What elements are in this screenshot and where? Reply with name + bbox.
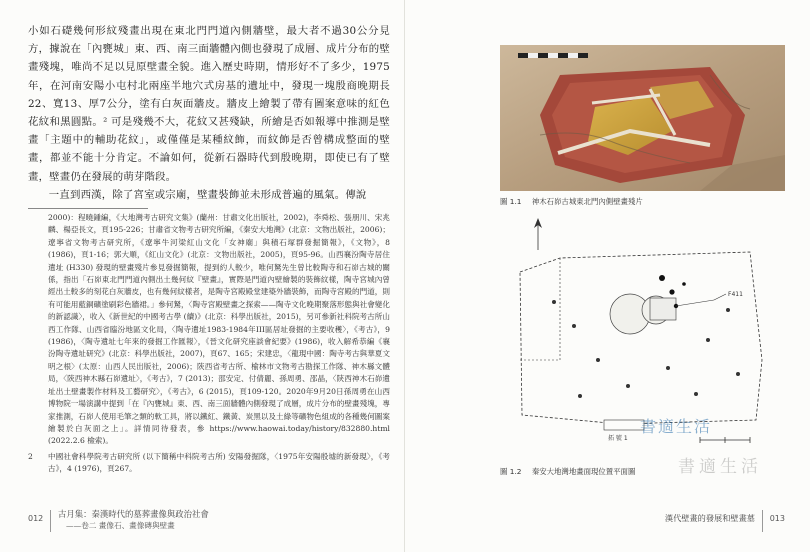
plan-label-1: F411	[728, 291, 743, 298]
footnote-number: 2	[28, 451, 33, 461]
footer-divider	[50, 510, 51, 532]
watermark-faint: 書適生活	[678, 457, 762, 477]
body-text	[28, 22, 390, 204]
running-title-left: 古月集：秦漢時代的墓葬畫像與政治社會	[58, 509, 209, 519]
watermark: 書適生活	[640, 417, 713, 436]
footnote-number	[28, 212, 48, 448]
running-title-right: 漢代壁畫的發展和壁畫墓	[664, 513, 755, 523]
footnote-text: 2000)：程曉鍾編，《大地灣考古研究文集》(蘭州：甘肅文化出版社，2002)，李舜松、張朋川、宋兆麟、楊亞長文，頁195-226；甘肅省文物考古研究所編，《秦安大地灣》(北京：文物出版社，2006)；遼寧省文物考古研究所，《遼寧牛河梁紅山文化「女神廟」與積石塚群發掘簡報》，《文物》，8 (1986)，頁1-16；郭大順，《紅山文化》(北京：文物出版社，2005)，頁95-96。山西襄汾陶寺居住遺址 (H330) 發現的壁畫殘片參見發掘簡報，提到約人較少，唯何駑先生曾比較陶寺和石峁古城的關係，指出「石峁東北門門道內側出土幾何紋『壁畫』，實際是門道內壁繪製的裝飾紋樣，陶寺宮城內曾經出土較多的刻花白灰牆皮，也有幾何紋樣者，是陶寺宮殿殿堂建築外牆裝飾，而陶寺宮殿的門道，則有可能用藍銅礦塗刷彩色牆裙。」參何駑，〈陶寺宮殿壁畫之探索——陶寺文化晚期聚落形態與社會變化的新認識〉，收入《新世紀的中國考古學 (續)》(北京：科學出版社，2015)，另可參新社科院考古所山西工作隊、山西省臨汾地區文化局，〈陶寺遺址1983-1984年III區居址發掘的主要收穫〉，《考古》，9 (1986)，〈陶寺遺址七年來的發掘工作匯報〉，《晉文化研究座談會紀要》(1986)，收入解希恭編《襄汾陶寺遺址研究》(北京：科學出版社，2007)，頁67、165；宋建忠，〈龍現中國：陶寺考古與華夏文明之根〉(太原：山西人民出版社，2006)；陝西省考古所、榆林市文物考古勘探工作隊、神木縣文體局，〈陝西神木縣石峁遺址〉，《考古》，7 (2013)；邵安定、付倩麗、孫周勇、邵晶，〈陝西神木石峁遺址出土壁畫製作材料及工藝研究〉，《考古》，6 (2015)，頁109-120。2020年9月20日孫周勇在山西博物院一場演講中提到「在『內甕城』東、西、南三面牆體內側發現了成層，成片分布的壁畫殘塊，專家推測，石峁人使用毛筆之類的軟工具，將以鐵紅、鐵黃、炭黑以及土綠等礦物色組成的各種幾何圖案繪製於白灰面之上」。詳情同待發表，參 https://www.haowai.today/history/832880.html (2022.2.6 檢索)。	[48, 213, 390, 446]
page-number-left: 012	[28, 514, 44, 523]
figure-2-label: 圖 1.2	[500, 467, 522, 476]
body-paragraph-2: 一直到西漢，除了宮室或宗廟，壁畫裝飾並未形成普遍的風氣。傳說	[48, 188, 367, 201]
footnote-2	[28, 451, 390, 476]
footnotes	[28, 212, 390, 476]
excavation-photo	[500, 45, 785, 191]
footnote-text: 中國社會科學院考古研究所 (以下簡稱中科院考古所) 安陽發掘隊，〈1975年安陽殷墟的新發現〉，《考古》，4 (1976)，頁267。	[48, 451, 390, 474]
running-subtitle-left: ——卷二 畫像石、畫像磚與壁畫	[66, 521, 175, 530]
right-footer	[500, 508, 785, 534]
body-paragraph-1: 小如石礎幾何形紋殘畫出現在東北門門道內側牆壁，最大者不過30公分見方，據說在「內甕城」東、西、南三面牆體內側也發現了成層、成片分布的壁畫殘塊，唯尚不足以見原壁畫全貌。進入歷史時期，情形好不了多少，1975年，在河南安陽小屯村北兩座半地穴式房基的遺址中，發現一塊殷商晚期長22、寬13、厚7公分，塗有白灰面牆皮。牆皮上繪製了帶有圖案意味的紅色花紋和黑圓點。² 可是殘幾不大，花紋又甚殘缺，所繪是否如報導中推測是壁畫「主題中的輔助花紋」，或僅僅是某種紋飾，而紋飾是否曾構成整面的壁畫，都並不能十分肯定。不論如何，從新石器時代到殷晚期，即使已有了壁畫，壁畫仍在發展的萌芽階段。	[28, 25, 390, 183]
figure-2-caption	[500, 466, 635, 477]
footnote-rule	[28, 208, 148, 209]
figure-1-caption	[500, 196, 643, 207]
excavation-photo-drawing	[500, 45, 785, 191]
plan-label-2: 拓 號 1	[608, 435, 628, 442]
figure-1-label: 圖 1.1	[500, 197, 522, 206]
figure-1-caption-text: 神木石峁古城東北門內側壁畫殘片	[531, 197, 643, 206]
figure-2-caption-text: 秦安大地灣地畫面現位置平面圖	[531, 467, 636, 476]
footnote-1	[28, 212, 390, 448]
footer-divider	[762, 510, 763, 532]
page-number-right: 013	[769, 514, 785, 523]
left-footer	[28, 508, 390, 534]
